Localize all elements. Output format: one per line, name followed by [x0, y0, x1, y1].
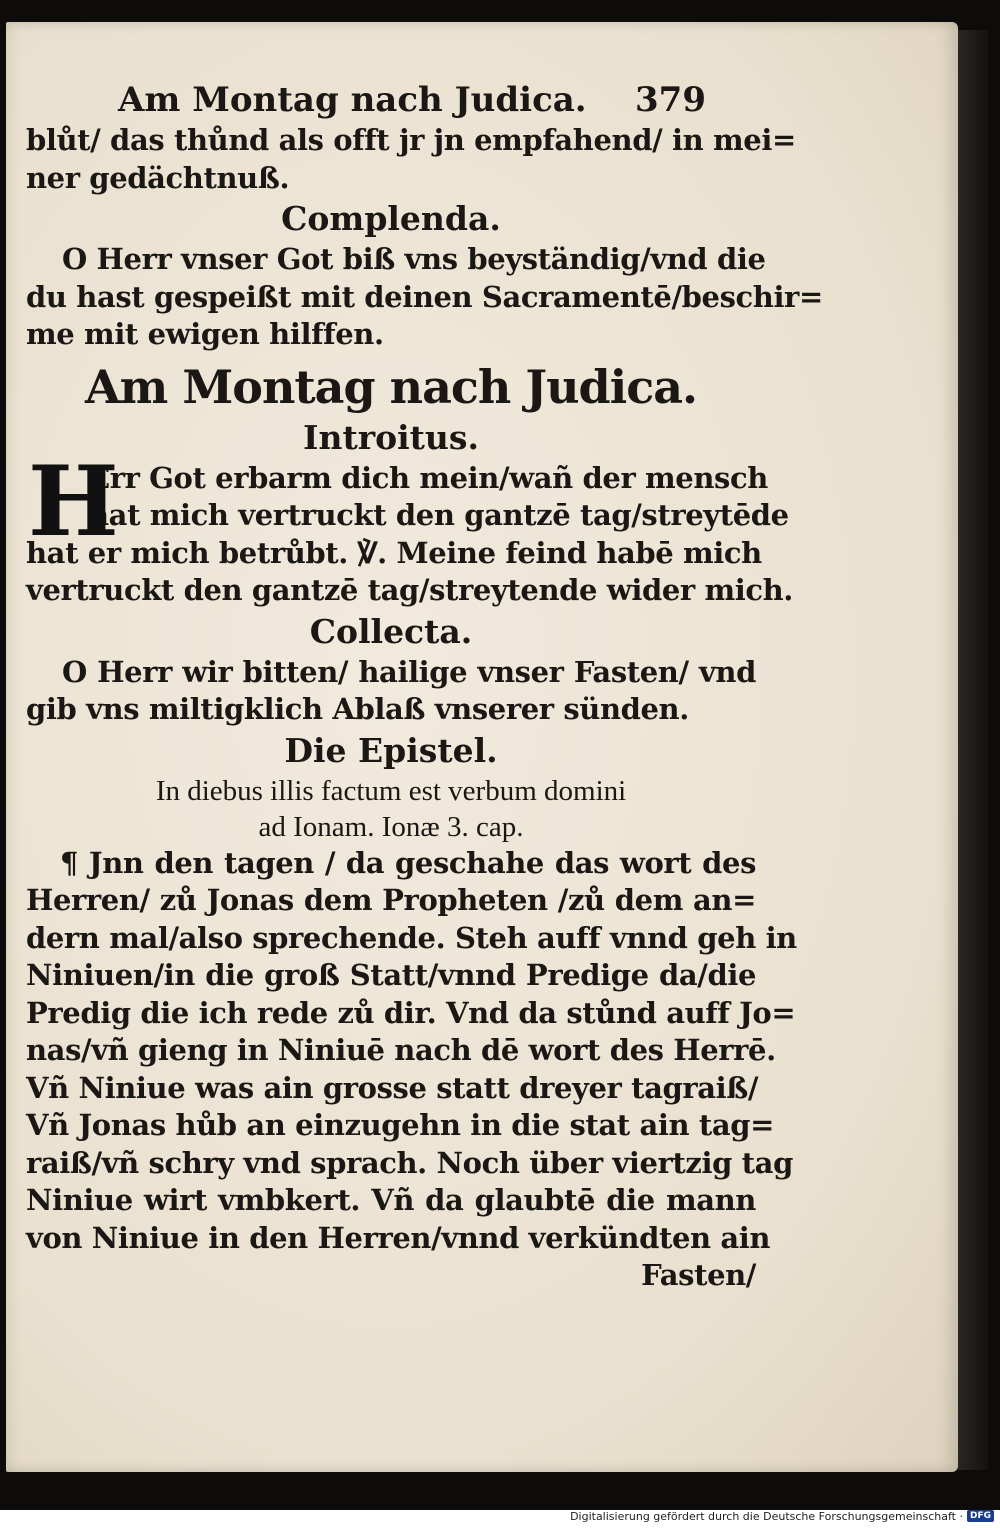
- text-line: hat er mich betrůbt. ℣. Meine feind habē mich: [26, 535, 762, 570]
- section-title: Am Montag nach Judica.: [84, 359, 698, 414]
- text-line: Predig die ich rede zů dir. Vnd da stůnd auff Jo=: [26, 995, 796, 1030]
- text-line: Err Got erbarm dich mein/wañ der mensch: [88, 460, 768, 495]
- text-line: du hast gespeißt mit deinen Sacramentē/beschir=: [26, 279, 823, 314]
- latin-line: In diebus illis factum est verbum domini: [155, 774, 627, 807]
- text-line: me mit ewigen hilffen.: [26, 317, 384, 351]
- decorated-initial: H: [28, 444, 119, 558]
- text-line: dern mal/also sprechende. Steh auff vnnd geh in: [26, 920, 797, 955]
- heading-collecta: Collecta.: [309, 611, 473, 651]
- text-line: Niniuen/in die groß Statt/vnnd Predige da/die: [26, 958, 756, 992]
- digitization-credit: [570, 1506, 994, 1526]
- heading-complenda: Complenda.: [281, 199, 501, 238]
- latin-line: ad Ionam. Ionæ 3. cap.: [258, 810, 524, 843]
- text-line: ¶ Jnn den tagen / da geschahe das wort des: [60, 845, 756, 880]
- text-line: raiß/vñ schry vnd sprach. Noch über viertzig tag: [26, 1145, 793, 1180]
- page-number: 379: [635, 80, 706, 120]
- text-line: Vñ Niniue was ain grosse statt dreyer tagraiß/: [26, 1070, 759, 1105]
- text-line: von Niniue in den Herren/vnnd verkündten ain: [26, 1220, 771, 1255]
- text-line: Herren/ zů Jonas dem Propheten /zů dem an=: [26, 883, 756, 917]
- introitus-block: [26, 444, 793, 610]
- running-head-title: Am Montag nach Judica.: [118, 80, 587, 120]
- text-line: blůt/ das thůnd als offt jr jn empfahend/ in mei=: [26, 123, 796, 157]
- book-edge: [958, 30, 988, 1470]
- text-line: hat mich vertruckt den gantzē tag/streytēde: [88, 498, 789, 532]
- text-line: ner gedächtnuß.: [26, 160, 290, 195]
- text-line: Vñ Jonas hůb an einzugehn in die stat ain tag=: [26, 1108, 775, 1142]
- text-line: nas/vñ gieng in Niniuē nach dē wort des Herrē.: [26, 1033, 776, 1067]
- text-line: Niniue wirt vmbkert. Vñ da glaubtē die mann: [26, 1183, 756, 1217]
- catchword: Fasten/: [641, 1258, 756, 1292]
- page-text: [26, 78, 823, 1295]
- heading-epistel: Die Epistel.: [284, 730, 498, 770]
- heading-introitus: Introitus.: [303, 417, 479, 457]
- running-head: [26, 78, 756, 122]
- text-line: gib vns miltigklich Ablaß vnserer sünden.: [26, 692, 689, 726]
- text-line: O Herr vnser Got biß vns beyständig/vnd die: [62, 242, 766, 276]
- credit-text: Digitalisierung gefördert durch die Deutsche Forschungsgemeinschaft ·: [570, 1509, 963, 1523]
- dfg-logo: DFG: [967, 1510, 994, 1522]
- text-line: O Herr wir bitten/ hailige vnser Fasten/ vnd: [62, 654, 756, 689]
- text-line: vertruckt den gantzē tag/streytende wider mich.: [26, 573, 793, 607]
